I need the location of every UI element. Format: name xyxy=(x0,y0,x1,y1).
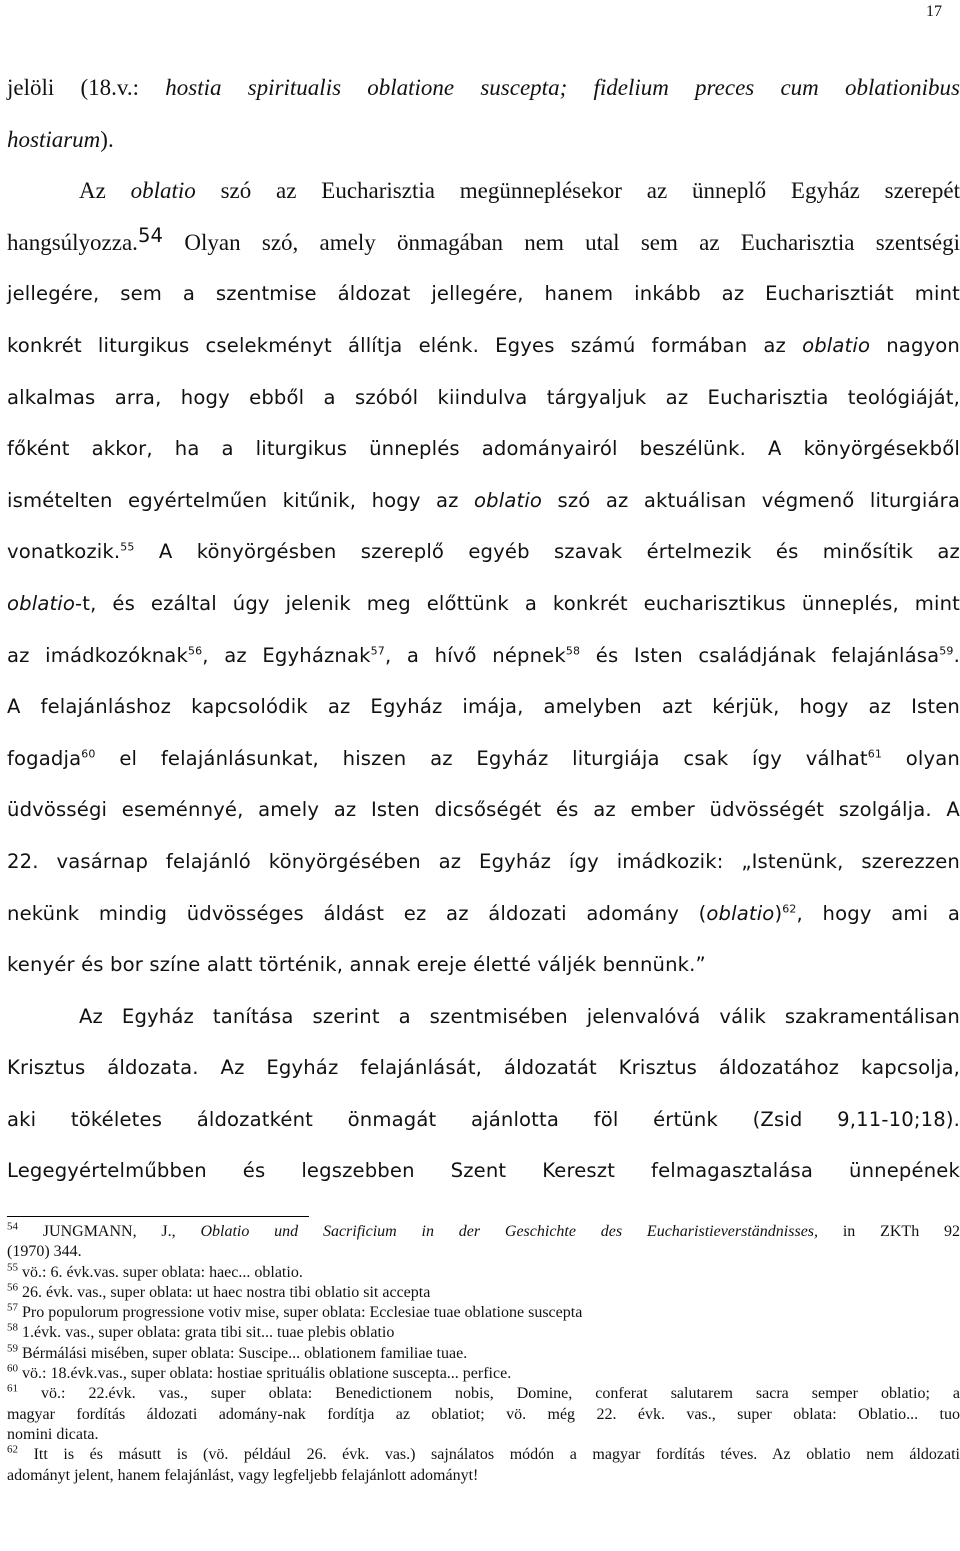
footnote-ref[interactable]: 60 xyxy=(81,747,96,761)
text-span: . xyxy=(953,643,960,667)
text-span: hangsúlyozza. xyxy=(7,229,138,255)
text-span: és Isten családjának felajánlása xyxy=(580,643,940,667)
footnote-61 xyxy=(7,1384,960,1404)
body-line: főként akkor, ha a liturgikus ünneplés adományairól beszélünk. A könyörgésekből xyxy=(7,437,960,461)
footnote-60 xyxy=(7,1364,960,1384)
footnote-54-cont: (1970) 344. xyxy=(7,1243,82,1261)
footnote-ref[interactable]: 56 xyxy=(187,644,203,657)
text-span: konkrét liturgikus cselekményt állítja elénk. Egyes számú formában az xyxy=(7,333,803,357)
body-line xyxy=(7,733,960,785)
body-line xyxy=(7,320,960,372)
footnote-54 xyxy=(7,1222,960,1242)
text-span: , a hívő népnek xyxy=(384,643,566,667)
body-line xyxy=(7,62,960,114)
footnote-ref[interactable]: 61 xyxy=(867,747,883,761)
body-line xyxy=(7,578,960,630)
footnote-number: 56 xyxy=(7,1281,18,1294)
body-line: Krisztus áldozata. Az Egyház felajánlását, áldozatát Krisztus áldozatához kapcsolja, xyxy=(7,1056,960,1080)
body-text xyxy=(7,62,960,1197)
text-span: az imádkozóknak xyxy=(7,643,188,667)
footnote-56 xyxy=(7,1283,960,1303)
body-line xyxy=(7,630,960,682)
body-line xyxy=(7,526,960,578)
text-span: ismételten egyértelműen kitűnik, hogy az xyxy=(7,488,475,512)
footnote-ref[interactable]: 57 xyxy=(370,644,385,657)
footnote-61-cont: magyar fordítás áldozati adomány-nak fordítja az oblatiot; vö. még 22. évk. vas., super oblata: Oblatio... tuo xyxy=(7,1405,960,1423)
footnote-55 xyxy=(7,1263,960,1283)
footnote-57 xyxy=(7,1303,960,1323)
page-number: 17 xyxy=(926,3,942,20)
text-span: jelöli (18.v.: xyxy=(7,75,166,100)
body-line: Legegyértelműbben és legszebben Szent Kereszt felmagasztalása ünnepének xyxy=(7,1159,960,1183)
body-line xyxy=(7,165,960,217)
italic-latin-quote: hostiarum xyxy=(7,126,101,152)
footnote-59 xyxy=(7,1344,960,1364)
footnote-text: vö.: 18.évk.vas., super oblata: hostiae sprituális oblatione suscepta... perfice. xyxy=(18,1365,512,1383)
footnote-text: vö.: 6. évk.vas. super oblata: haec... oblatio. xyxy=(18,1263,303,1281)
body-line: jellegére, sem a szentmise áldozat jellegére, hanem inkább az Eucharisztiát mint xyxy=(7,282,960,306)
footnote-ref[interactable]: 55 xyxy=(120,540,135,554)
footnote-58 xyxy=(7,1323,960,1343)
footnote-number: 59 xyxy=(7,1342,18,1355)
text-span: -t, és ezáltal úgy jelenik meg előttünk a konkrét eucharisztikus ünneplés, mint xyxy=(75,591,960,615)
text-span: olyan xyxy=(882,746,960,770)
text-span: ). xyxy=(100,126,114,152)
footnote-text: vö.: 22.évk. vas., super oblata: Benedictionem nobis, Domine, conferat salutarem sacra semper oblatio; a xyxy=(18,1385,960,1403)
footnote-text: 26. évk. vas., super oblata: ut haec nostra tibi oblatio sit accepta xyxy=(18,1283,431,1301)
body-line xyxy=(7,114,960,166)
italic-term: oblatio xyxy=(474,488,543,512)
footnote-number: 57 xyxy=(7,1301,18,1314)
text-span: Az xyxy=(79,178,131,204)
text-span: A könyörgésben szereplő egyéb szavak értelmezik és minősítik az xyxy=(134,540,960,564)
body-line xyxy=(7,217,960,269)
text-span: nekünk mindig üdvösséges áldást ez az áldozati adomány ( xyxy=(7,901,707,925)
body-line: 22. vasárnap felajánló könyörgésében az Egyház így imádkozik: „Istenünk, szerezzen xyxy=(7,849,960,873)
footnote-ref[interactable]: 54 xyxy=(137,223,164,247)
body-line xyxy=(7,475,960,527)
footnote-text: Pro populorum progressione votiv mise, super oblata: Ecclesiae tuae oblatione suscepta xyxy=(18,1304,583,1322)
text-span: Olyan szó, amely önmagában nem utal sem az Eucharisztia szentségi xyxy=(163,229,960,255)
text-span: szó az Eucharisztia megünneplésekor az ünneplő Egyház szerepét xyxy=(195,178,960,204)
text-span: vonatkozik. xyxy=(7,540,121,564)
text-span: , hogy ami a xyxy=(796,901,960,925)
footnote-ref[interactable]: 58 xyxy=(565,644,581,657)
footnote-text: JUNGMANN, J., xyxy=(18,1223,201,1240)
footnote-number: 54 xyxy=(7,1220,18,1233)
footnote-text: in ZKTh 92 xyxy=(818,1223,960,1240)
footnote-separator xyxy=(7,1216,309,1217)
footnote-ref[interactable]: 59 xyxy=(939,644,954,657)
text-span: ) xyxy=(774,901,783,925)
footnote-61-cont: nomini dicata. xyxy=(7,1425,99,1443)
text-span: , az Egyháznak xyxy=(202,643,371,667)
footnote-number: 61 xyxy=(7,1383,18,1396)
body-line: A felajánláshoz kapcsolódik az Egyház imája, amelyben azt kérjük, hogy az Isten xyxy=(7,695,960,719)
italic-latin-quote: hostia spiritualis oblatione suscepta; fidelium preces cum oblationibus xyxy=(165,75,960,100)
footnote-62-cont: adományt jelent, hanem felajánlást, vagy legfeljebb felajánlott adományt! xyxy=(7,1466,479,1484)
body-line: üdvösségi eseménnyé, amely az Isten dicsőségét és az ember üdvösségét szolgálja. A xyxy=(7,798,960,822)
body-line: alkalmas arra, hogy ebből a szóból kiindulva tárgyaljuk az Eucharisztia teológiáját, xyxy=(7,385,960,409)
body-line: kenyér és bor színe alatt történik, annak ereje életté váljék bennünk.” xyxy=(7,953,706,977)
body-line: Az Egyház tanítása szerint a szentmisében jelenvalóvá válik szakramentálisan xyxy=(79,1004,960,1028)
footnote-title: Oblatio und Sacrificium in der Geschichte des Eucharistieverständnisses, xyxy=(200,1223,819,1240)
text-span: el felajánlásunkat, hiszen az Egyház liturgiája csak így válhat xyxy=(95,746,868,770)
footnote-text: 1.évk. vas., super oblata: grata tibi sit... tuae plebis oblatio xyxy=(18,1324,395,1342)
footnote-number: 55 xyxy=(7,1261,18,1274)
italic-term: oblatio xyxy=(7,591,76,615)
text-span: szó az aktuálisan végmenő liturgiára xyxy=(542,488,960,512)
body-line xyxy=(7,888,960,940)
italic-term: oblatio xyxy=(706,901,775,925)
footnote-ref[interactable]: 62 xyxy=(782,901,797,915)
footnotes xyxy=(7,1222,960,1486)
footnote-number: 58 xyxy=(7,1322,18,1335)
footnote-number: 62 xyxy=(7,1443,18,1456)
footnote-number: 60 xyxy=(7,1362,18,1375)
italic-term: oblatio xyxy=(802,333,871,357)
footnote-text: Bérmálási misében, super oblata: Suscipe... oblationem familiae tuae. xyxy=(18,1344,468,1362)
text-span: nagyon xyxy=(870,333,960,357)
footnote-62 xyxy=(7,1445,960,1465)
italic-term: oblatio xyxy=(130,178,196,204)
text-span: fogadja xyxy=(7,746,82,770)
footnote-text: Itt is és másutt is (vö. például 26. évk. vas.) sajnálatos módón a magyar fordítás téves. Az oblatio nem áldozati xyxy=(18,1446,960,1464)
body-line: aki tökéletes áldozatként önmagát ajánlotta föl értünk (Zsid 9,11-10;18). xyxy=(7,1107,960,1131)
